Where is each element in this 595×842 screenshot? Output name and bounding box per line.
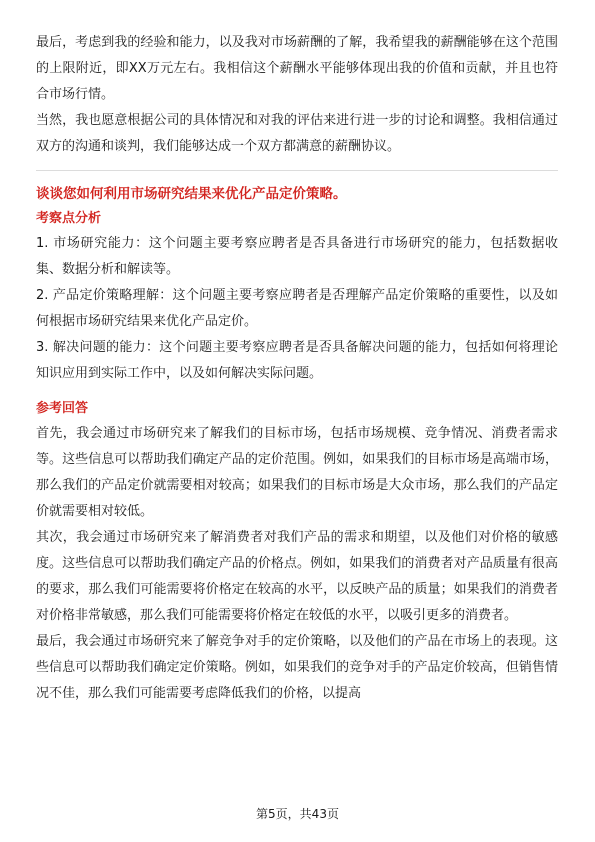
analysis-item: 1. 市场研究能力：这个问题主要考察应聘者是否具备进行市场研究的能力，包括数据收集、数据分析和解读等。 (36, 236, 558, 277)
analysis-heading: 考察点分析 (36, 211, 102, 226)
question-title: 谈谈您如何利用市场研究结果来优化产品定价策略。 (36, 186, 347, 202)
intro-paragraph: 最后，考虑到我的经验和能力，以及我对市场薪酬的了解，我希望我的薪酬能够在这个范围的上限附近，即XX万元左右。我相信这个薪酬水平能够体现出我的价值和贡献，并且也符合市场行情。 (36, 35, 558, 102)
document-page (36, 30, 558, 707)
analysis-item: 2. 产品定价策略理解：这个问题主要考察应聘者是否理解产品定价策略的重要性，以及如何根据市场研究结果来优化产品定价。 (36, 288, 558, 329)
page-number: 第5页，共43页 (256, 807, 339, 821)
answer-paragraph: 最后，我会通过市场研究来了解竞争对手的定价策略，以及他们的产品在市场上的表现。这些信息可以帮助我们确定定价策略。例如，如果我们的竞争对手的产品定价较高，但销售情况不佳，那么我们可能需要考虑降低我们的价格，以提高 (36, 634, 558, 701)
answer-paragraph: 其次，我会通过市场研究来了解消费者对我们产品的需求和期望，以及他们对价格的敏感度。这些信息可以帮助我们确定产品的价格点。例如，如果我们的消费者对产品质量有很高的要求，那么我们可能需要将价格定在较高的水平，以反映产品的质量；如果我们的消费者对价格非常敏感，那么我们可能需要将价格定在较低的水平，以吸引更多的消费者。 (36, 530, 558, 623)
intro-paragraph: 当然，我也愿意根据公司的具体情况和对我的评估来进行进一步的讨论和调整。我相信通过双方的沟通和谈判，我们能够达成一个双方都满意的薪酬协议。 (36, 113, 558, 154)
answer-paragraph: 首先，我会通过市场研究来了解我们的目标市场，包括市场规模、竞争情况、消费者需求等。这些信息可以帮助我们确定产品的定价范围。例如，如果我们的目标市场是高端市场，那么我们的产品定价就需要相对较高；如果我们的目标市场是大众市场，那么我们的产品定价就需要相对较低。 (36, 426, 558, 519)
answer-heading: 参考回答 (36, 401, 89, 416)
analysis-item: 3. 解决问题的能力：这个问题主要考察应聘者是否具备解决问题的能力，包括如何将理论知识应用到实际工作中，以及如何解决实际问题。 (36, 340, 558, 381)
